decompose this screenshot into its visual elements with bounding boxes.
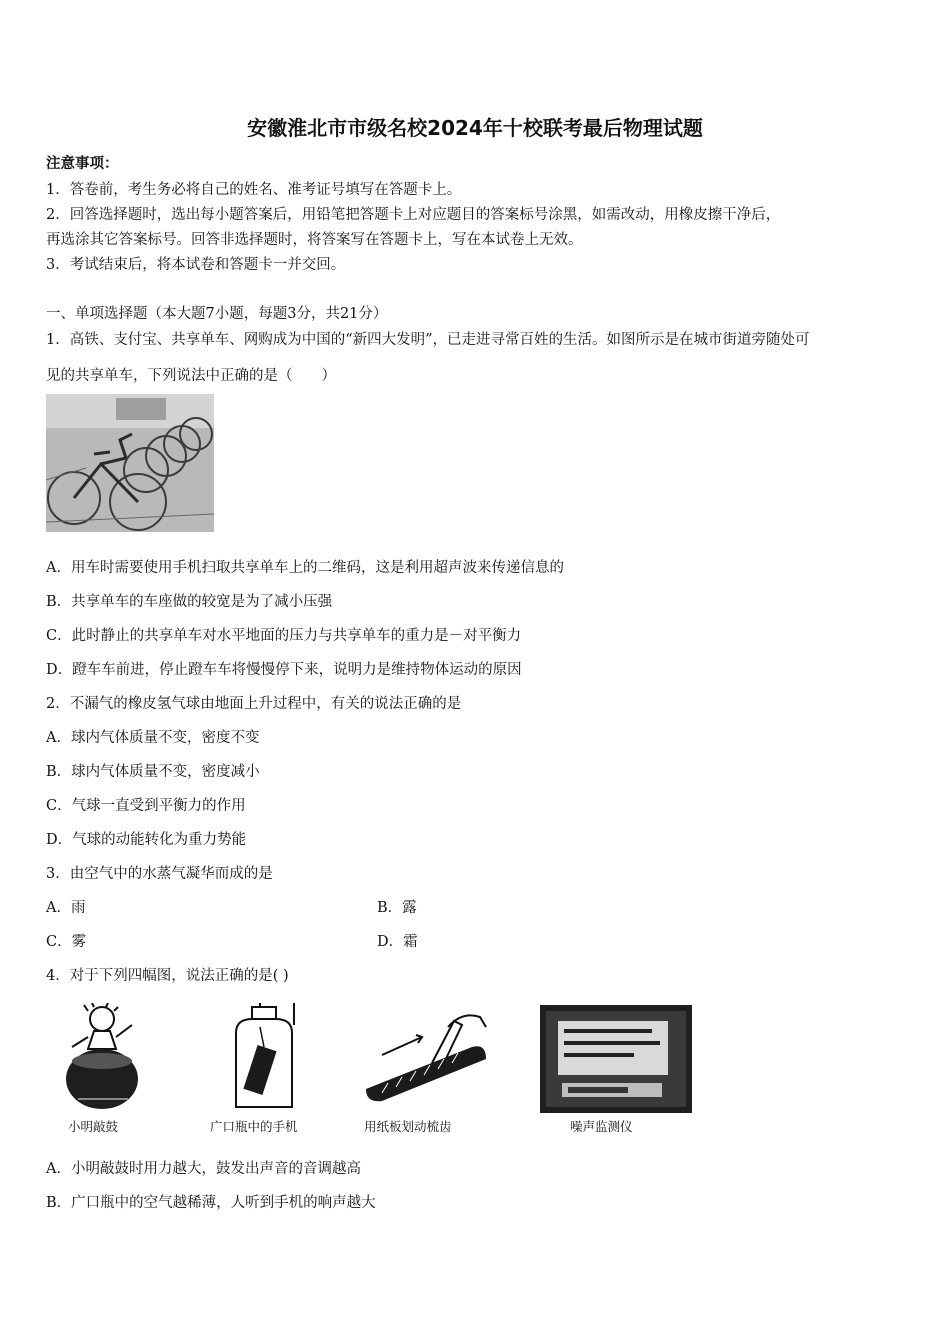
q1-option: A．用车时需要使用手机扫取共享单车上的二维码，这是利用超声波来传递信息的: [46, 560, 564, 576]
figure-caption: 噪声监测仪: [570, 1119, 633, 1134]
comb-figure: [362, 1003, 492, 1107]
q3-stem: 3．由空气中的水蒸气凝华而成的是: [46, 866, 273, 882]
figure-caption: 小明敲鼓: [68, 1119, 119, 1134]
section-heading: 一、单项选择题（本大题7小题，每题3分，共21分）: [46, 306, 388, 322]
figure-caption: 用纸板划动梳齿: [364, 1119, 452, 1134]
q4-option: A．小明敲鼓时用力越大，鼓发出声音的音调越高: [46, 1161, 361, 1177]
q4-stem: 4．对于下列四幅图，说法正确的是( ): [46, 968, 289, 984]
q2-option: A．球内气体质量不变，密度不变: [46, 730, 260, 746]
q3-option: A．雨: [46, 900, 86, 916]
q2-stem: 2．不漏气的橡皮氢气球由地面上升过程中，有关的说法正确的是: [46, 696, 462, 712]
shared-bike-photo: [46, 394, 214, 532]
notice-item: 2．回答选择题时，选出每小题答案后，用铅笔把答题卡上对应题目的答案标号涂黑，如需改动，用橡皮擦干净后，: [46, 207, 781, 223]
q2-option: B．球内气体质量不变，密度减小: [46, 764, 260, 780]
drum-figure: [58, 1003, 148, 1119]
q1-option: C．此时静止的共享单车对水平地面的压力与共享单车的重力是－对平衡力: [46, 628, 522, 644]
q2-option: C．气球一直受到平衡力的作用: [46, 798, 246, 814]
q1-option: B．共享单车的车座做的较宽是为了减小压强: [46, 594, 333, 610]
q2-option: D．气球的动能转化为重力势能: [46, 832, 247, 848]
q1-stem: 见的共享单车，下列说法中正确的是（ ）: [46, 368, 336, 384]
q3-option: B．露: [377, 900, 417, 916]
figure-caption: 广口瓶中的手机: [210, 1119, 298, 1134]
notice-item: 3．考试结束后，将本试卷和答题卡一并交回。: [46, 257, 346, 273]
noise-monitor-figure: [540, 1005, 692, 1117]
notice-item: 1．答卷前，考生务必将自己的姓名、准考证号填写在答题卡上。: [46, 182, 462, 198]
notice-item: 再选涂其它答案标号。回答非选择题时，将答案写在答题卡上，写在本试卷上无效。: [46, 232, 583, 248]
q3-option: D．霜: [377, 934, 418, 950]
page-title: 安徽淮北市市级名校2024年十校联考最后物理试题: [247, 116, 703, 140]
q1-stem: 1．高铁、支付宝、共享单车、网购成为中国的“新四大发明”，已走进寻常百姓的生活。如图所示是在城市街道旁随处可: [46, 332, 810, 348]
q1-option: D．蹬车车前进，停止蹬车车将慢慢停下来，说明力是维持物体运动的原因: [46, 662, 522, 678]
q3-option: C．雾: [46, 934, 87, 950]
bottle-figure: [224, 1003, 314, 1119]
notice-heading: 注意事项：: [46, 155, 119, 172]
q4-option: B．广口瓶中的空气越稀薄，人听到手机的响声越大: [46, 1195, 376, 1211]
